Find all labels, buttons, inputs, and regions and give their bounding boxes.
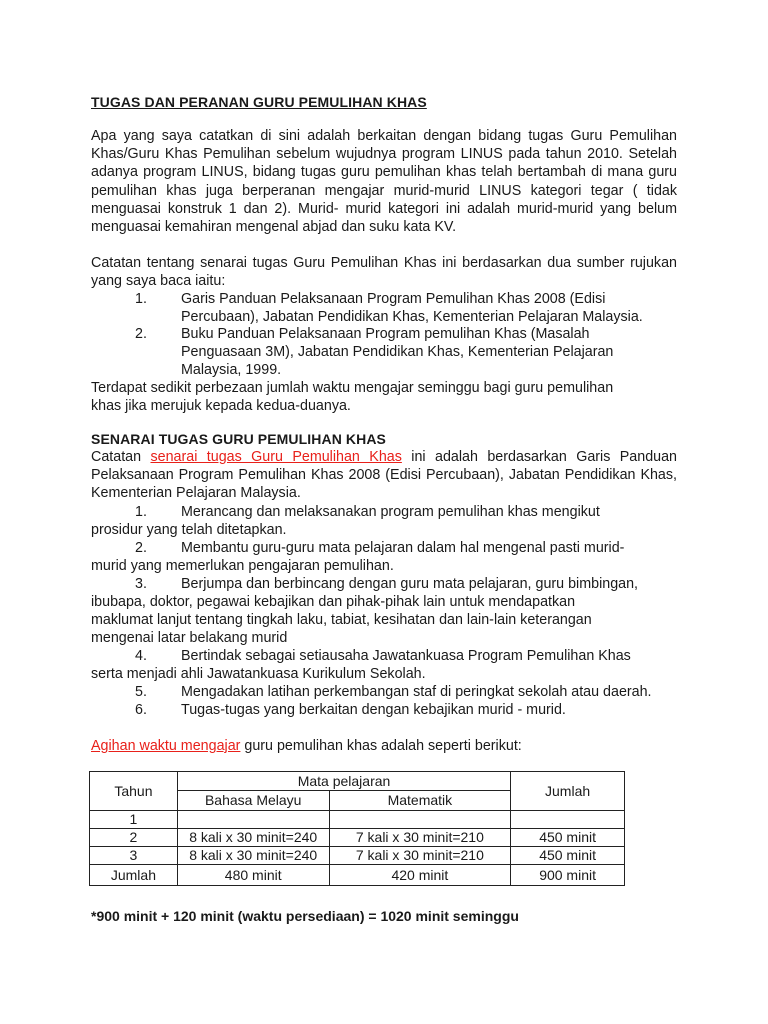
page-title: TUGAS DAN PERANAN GURU PEMULIHAN KHAS [91,94,427,110]
cell-jumlah [511,811,625,829]
task-2-line1: Membantu guru-guru mata pelajaran dalam hal mengenal pasti murid- [181,540,625,556]
task-5-line1: Mengadakan latihan perkembangan staf di peringkat sekolah atau daerah. [181,684,652,700]
task-5-number: 5. [135,684,147,700]
cell-bm: 480 minit [177,865,329,886]
task-1-line2: prosidur yang telah ditetapkan. [91,522,287,538]
intro-paragraph: Apa yang saya catatkan di sini adalah berkaitan dengan bidang tugas Guru Pemulihan Khas/Guru Khas Pemulihan sebelum wujudnya program LINUS pada tahun 2010. Setelah adanya program LINUS, bidang tugas guru pemulihan khas telah bertambah di mana guru pemulihan khas juga berperanan mengajar murid-murid LINUS kategori tegar ( tidak menguasai konstruk 1 dan 2). Murid- murid kategori ini adalah murid-murid yang belum menguasai kemahiran mengenal abjad dan suku kata KV. [91,128,677,236]
cell-mt: 420 minit [329,865,511,886]
section-title-senarai-tugas: SENARAI TUGAS GURU PEMULIHAN KHAS [91,431,386,447]
cell-mt: 7 kali x 30 minit=210 [329,847,511,865]
cell-jumlah: 450 minit [511,847,625,865]
source-1-line1: Garis Panduan Pelaksanaan Program Pemulihan Khas 2008 (Edisi [181,291,606,307]
table-row [90,847,625,865]
header-mata-pelajaran: Mata pelajaran [177,772,510,791]
table-row [90,829,625,847]
task-2-line2: murid yang memerlukan pengajaran pemulihan. [91,558,394,574]
cell-bm [177,811,329,829]
cell-jumlah: 450 minit [511,829,625,847]
header-tahun: Tahun [90,772,178,811]
difference-line2: khas jika merujuk kepada kedua-duanya. [91,398,351,414]
section2-paragraph [91,448,677,503]
difference-line1: Terdapat sedikit perbezaan jumlah waktu mengajar seminggu bagi guru pemulihan [91,380,614,396]
table-row [90,811,625,829]
teaching-time-table [89,771,625,886]
table-row-total [90,865,625,886]
header-jumlah: Jumlah [511,772,625,811]
allocation-suffix: guru pemulihan khas adalah seperti berikut: [240,738,522,754]
cell-mt: 7 kali x 30 minit=210 [329,829,511,847]
task-1-line1: Merancang dan melaksanakan program pemulihan khas mengikut [181,504,600,520]
cell-tahun: 2 [90,829,178,847]
source-2-line3: Malaysia, 1999. [181,362,282,378]
section2-suffix: ini adalah berdasarkan Garis Panduan Pelaksanaan Program Pemulihan Khas 2008 (Edisi Percubaan), Jabatan Pendidikan Khas, Kementerian Pelajaran Malaysia. [91,449,678,502]
task-3-number: 3. [135,576,147,592]
task-3-line3: maklumat lanjut tentang tingkah laku, tabiat, kesihatan dan lain-lain keterangan [91,612,592,628]
task-3-line2: ibubapa, doktor, pegawai kebajikan dan pihak-pihak lain untuk mendapatkan [91,594,576,610]
task-1-number: 1. [135,504,147,520]
task-3-line1: Berjumpa dan berbincang dengan guru mata pelajaran, guru bimbingan, [181,576,639,592]
cell-mt [329,811,511,829]
task-4-line2: serta menjadi ahli Jawatankuasa Kurikulum Sekolah. [91,666,426,682]
source-2-number: 2. [135,326,147,342]
header-matematik: Matematik [329,791,511,811]
task-4-line1: Bertindak sebagai setiausaha Jawatankuasa Program Pemulihan Khas [181,648,631,664]
senarai-tugas-link[interactable]: senarai tugas Guru Pemulihan Khas [150,449,402,465]
section2-prefix: Catatan [91,449,151,465]
source-1-line2: Percubaan), Jabatan Pendidikan Khas, Kementerian Pelajaran Malaysia. [181,309,643,325]
allocation-sentence [91,737,522,755]
weekly-total-note: *900 minit + 120 minit (waktu persediaan) = 1020 minit seminggu [91,908,519,924]
table-header-row [90,772,625,791]
cell-tahun: 1 [90,811,178,829]
cell-tahun: Jumlah [90,865,178,886]
source-2-line1: Buku Panduan Pelaksanaan Program pemulihan Khas (Masalah [181,326,590,342]
agihan-waktu-link[interactable]: Agihan waktu mengajar [91,738,241,754]
source-1-number: 1. [135,291,147,307]
task-3-line4: mengenai latar belakang murid [91,630,288,646]
task-6-line1: Tugas-tugas yang berkaitan dengan kebajikan murid - murid. [181,702,566,718]
cell-bm: 8 kali x 30 minit=240 [177,829,329,847]
cell-bm: 8 kali x 30 minit=240 [177,847,329,865]
task-6-number: 6. [135,702,147,718]
task-2-number: 2. [135,540,147,556]
cell-jumlah: 900 minit [511,865,625,886]
sources-intro: Catatan tentang senarai tugas Guru Pemulihan Khas ini berdasarkan dua sumber rujukan yang saya baca iaitu: [91,255,677,290]
cell-tahun: 3 [90,847,178,865]
task-4-number: 4. [135,648,147,664]
source-2-line2: Penguasaan 3M), Jabatan Pendidikan Khas, Kementerian Pelajaran [181,344,614,360]
header-bahasa-melayu: Bahasa Melayu [177,791,329,811]
